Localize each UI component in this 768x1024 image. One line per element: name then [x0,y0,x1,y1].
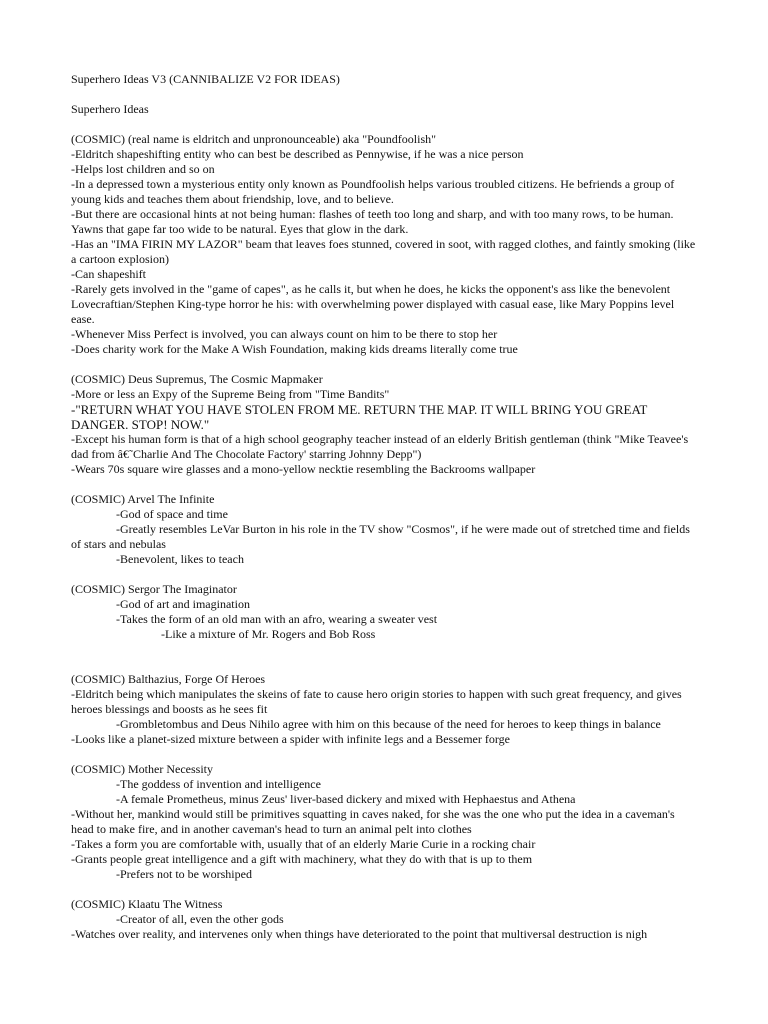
paragraph-gap [71,477,699,492]
bullet-line: -But there are occasional hints at not being human: flashes of teeth too long and sharp, and with too many rows, to be human. Yawns that gape far too wide to be natural. Eyes that glow in the dark. [71,207,674,236]
paragraph-gap [71,882,699,897]
bullet-line: -Eldritch shapeshifting entity who can best be described as Pennywise, if he was a nice person [71,147,524,161]
bullet-line: -Helps lost children and so on [71,162,215,176]
bullet-line: -Watches over reality, and intervenes only when things have deteriorated to the point that multiversal destruction is nigh [71,927,648,941]
bullet-line: -Eldritch being which manipulates the skeins of fate to cause hero origin stories to happen with such great frequency, and gives heroes blessings and boosts as he sees fit [71,687,682,716]
bullet-line: -Wears 70s square wire glasses and a mono-yellow necktie resembling the Backrooms wallpaper [71,462,536,476]
document-body [71,72,699,942]
bullet-line: -"RETURN WHAT YOU HAVE STOLEN FROM ME. RETURN THE MAP. IT WILL BRING YOU GREAT DANGER. STOP! NOW." [71,402,648,432]
section-heading: (COSMIC) (real name is eldritch and unpronounceable) aka "Poundfoolish" [71,132,437,146]
bullet-line: -God of space and time [116,507,228,521]
bullet-line: -Whenever Miss Perfect is involved, you can always count on him to be there to stop her [71,327,498,341]
section-block [71,762,699,882]
paragraph-gap [71,642,699,657]
section-block [71,897,699,942]
bullet-line: -Like a mixture of Mr. Rogers and Bob Ross [161,627,376,641]
document-title: Superhero Ideas V3 (CANNIBALIZE V2 FOR IDEAS) [71,72,340,86]
bullet-line: -Does charity work for the Make A Wish Foundation, making kids dreams literally come true [71,342,518,356]
section-block [71,672,699,747]
section-block [71,492,699,567]
section-block [71,582,699,642]
document-subtitle: Superhero Ideas [71,102,149,116]
bullet-line: -Greatly resembles LeVar Burton in his role in the TV show "Cosmos", if he were made out of stretched time and fields of stars and nebulas [71,522,690,551]
bullet-line: -Prefers not to be worshiped [116,867,252,881]
bullet-line: -The goddess of invention and intelligence [116,777,321,791]
bullet-line: -Benevolent, likes to teach [116,552,244,566]
section-block [71,132,699,357]
section-heading: (COSMIC) Arvel The Infinite [71,492,215,506]
bullet-line: -Takes a form you are comfortable with, usually that of an elderly Marie Curie in a rocking chair [71,837,536,851]
paragraph-gap [71,747,699,762]
bullet-line: -Has an "IMA FIRIN MY LAZOR" beam that leaves foes stunned, covered in soot, with ragged clothes, and faintly smoking (like a cartoon explosion) [71,237,696,266]
bullet-line: -Rarely gets involved in the "game of capes", as he calls it, but when he does, he kicks the opponent's ass like the benevolent Lovecraftian/Stephen King-type horror he his: with overwhelming power displayed with casual ease, like Mary Poppins level ease. [71,282,675,326]
sections-container [71,132,699,942]
bullet-line: -In a depressed town a mysterious entity only known as Poundfoolish helps various troubled citizens. He befriends a group of young kids and teaches them about friendship, love, and to believe. [71,177,675,206]
bullet-line: -Without her, mankind would still be primitives squatting in caves naked, for she was the one who put the idea in a caveman's head to make fire, and in another caveman's head to turn an animal pelt into clothes [71,807,675,836]
paragraph-gap [71,87,699,102]
paragraph-gap [71,657,699,672]
paragraph-gap [71,357,699,372]
bullet-line: -Looks like a planet-sized mixture between a spider with infinite legs and a Bessemer forge [71,732,510,746]
section-heading: (COSMIC) Balthazius, Forge Of Heroes [71,672,266,686]
bullet-line: -More or less an Expy of the Supreme Being from "Time Bandits" [71,387,390,401]
bullet-line: -Grombletombus and Deus Nihilo agree with him on this because of the need for heroes to keep things in balance [116,717,661,731]
section-block [71,372,699,477]
paragraph-gap [71,567,699,582]
section-heading: (COSMIC) Mother Necessity [71,762,213,776]
bullet-line: -God of art and imagination [116,597,250,611]
bullet-line: -Can shapeshift [71,267,146,281]
bullet-line: -Except his human form is that of a high school geography teacher instead of an elderly British gentleman (think "Mike Teavee's dad from â€˜Charlie And The Chocolate Factory' starring Johnny Depp") [71,432,689,461]
section-heading: (COSMIC) Klaatu The Witness [71,897,223,911]
section-heading: (COSMIC) Sergor The Imaginator [71,582,237,596]
bullet-line: -Takes the form of an old man with an afro, wearing a sweater vest [116,612,438,626]
paragraph-gap [71,117,699,132]
bullet-line: -Grants people great intelligence and a gift with machinery, what they do with that is up to them [71,852,533,866]
bullet-line: -A female Prometheus, minus Zeus' liver-based dickery and mixed with Hephaestus and Athena [116,792,576,806]
bullet-line: -Creator of all, even the other gods [116,912,284,926]
section-heading: (COSMIC) Deus Supremus, The Cosmic Mapmaker [71,372,323,386]
